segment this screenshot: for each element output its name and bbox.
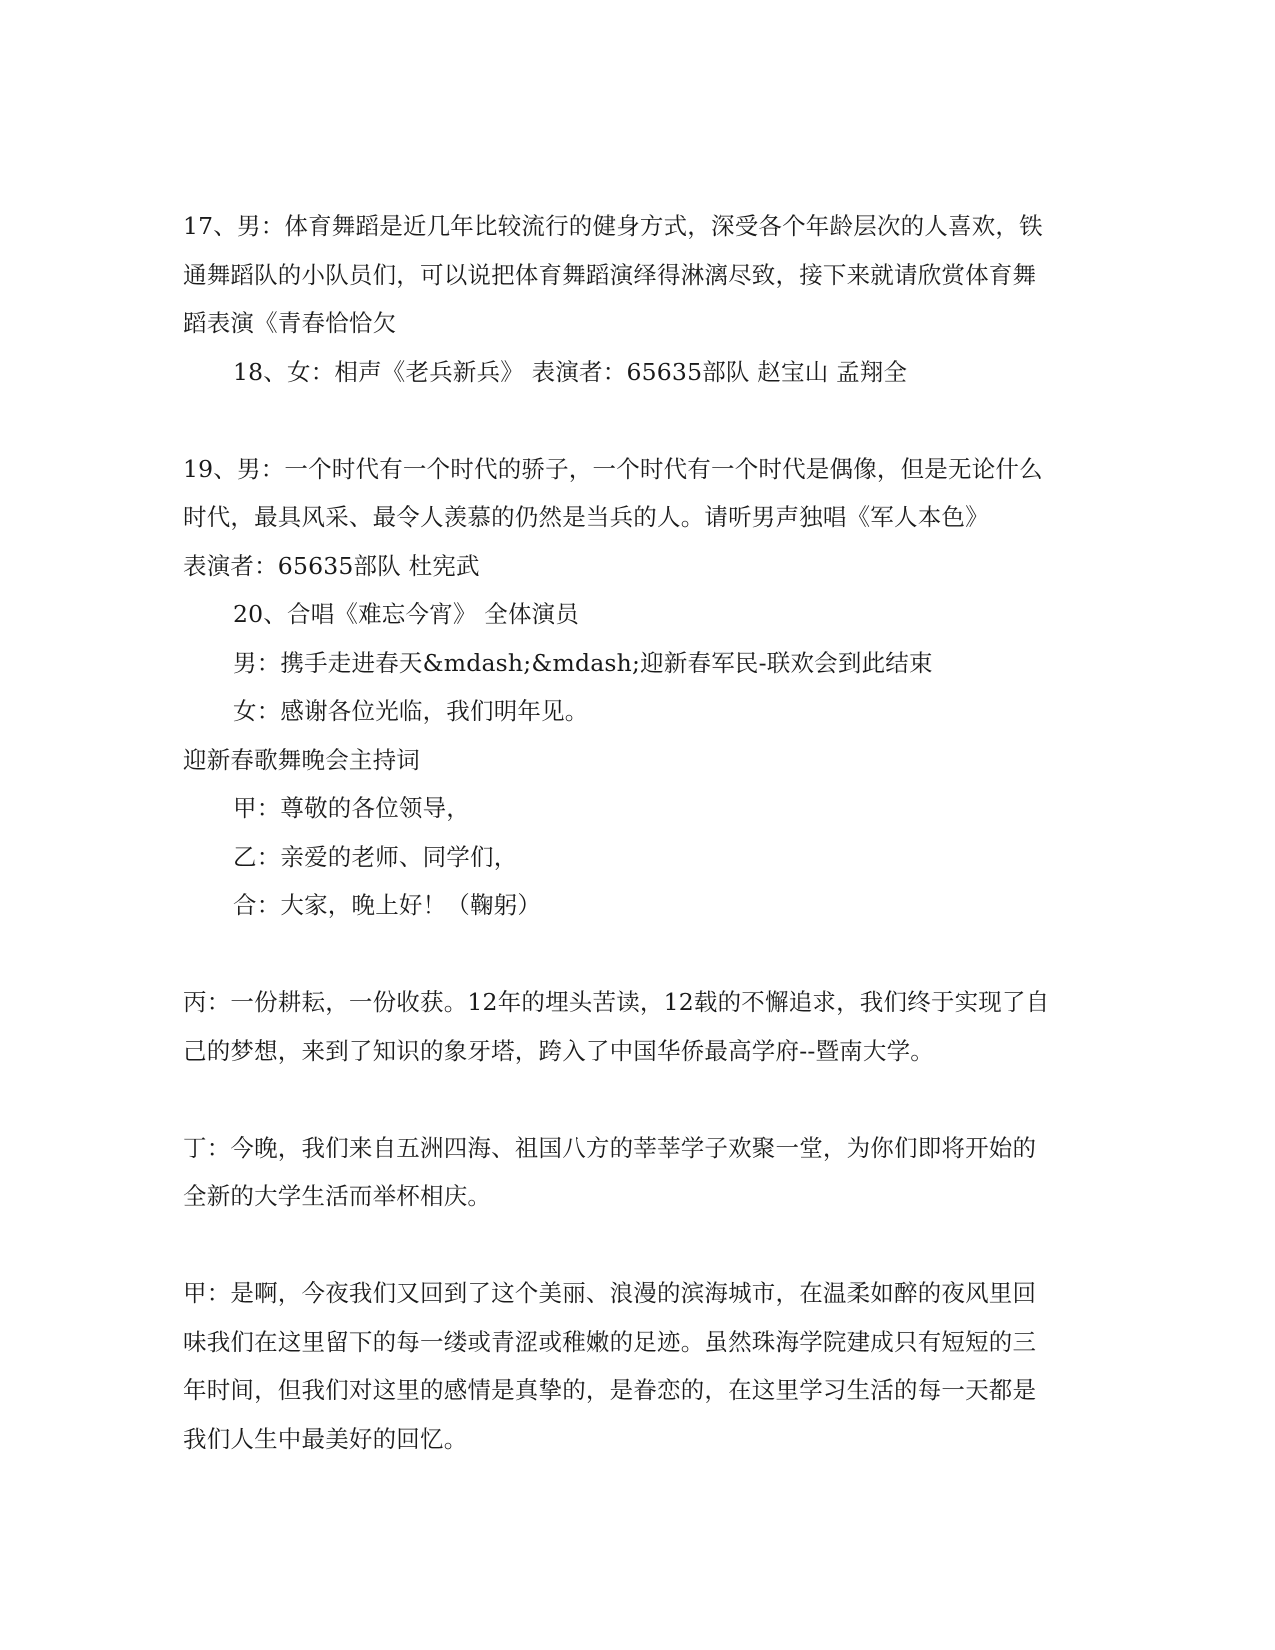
- blank-line: [183, 930, 1088, 979]
- blank-line: [183, 1075, 1088, 1124]
- text-line: 合：大家，晚上好！（鞠躬）: [233, 891, 542, 919]
- text-line: 全新的大学生活而举杯相庆。: [183, 1182, 492, 1210]
- paragraph-20: [183, 590, 1088, 736]
- text-line: 蹈表演《青春恰恰欠: [183, 309, 397, 337]
- text-line: 18、女：相声《老兵新兵》 表演者：65635部队 赵宝山 孟翔全: [233, 357, 908, 386]
- text-line: 丙：一份耕耘，一份收获。12年的埋头苦读，12载的不懈追求，我们终于实现了自: [183, 988, 1050, 1016]
- paragraph-bing: [183, 978, 1088, 1075]
- paragraph-18: [183, 348, 1088, 397]
- document-page: [183, 202, 1088, 1463]
- text-line: 17、男：体育舞蹈是近几年比较流行的健身方式，深受各个年龄层次的人喜欢，铁: [183, 212, 1043, 240]
- text-line: 通舞蹈队的小队员们，可以说把体育舞蹈演绎得淋漓尽致，接下来就请欣赏体育舞: [183, 260, 1037, 289]
- section-title: [183, 736, 1088, 785]
- text-line: 时代，最具风采、最令人羡慕的仍然是当兵的人。请听男声独唱《军人本色》: [183, 503, 989, 531]
- text-line: 男：携手走进春天&mdash;&mdash;迎新春军民-联欢会到此结束: [233, 648, 933, 677]
- paragraph-19: [183, 445, 1088, 591]
- heading-line: 迎新春歌舞晚会主持词: [183, 745, 420, 774]
- text-line: 乙：亲爱的老师、同学们，: [233, 842, 518, 871]
- greeting-block: [183, 784, 1088, 930]
- text-line: 年时间，但我们对这里的感情是真挚的，是眷恋的，在这里学习生活的每一天都是: [183, 1376, 1037, 1404]
- paragraph-jia: [183, 1269, 1088, 1463]
- text-line: 己的梦想，来到了知识的象牙塔，跨入了中国华侨最高学府--暨南大学。: [183, 1036, 934, 1065]
- text-line: 19、男：一个时代有一个时代的骄子，一个时代有一个时代是偶像，但是无论什么: [183, 454, 1043, 483]
- text-line: 甲：尊敬的各位领导，: [233, 794, 470, 822]
- text-line: 味我们在这里留下的每一缕或青涩或稚嫩的足迹。虽然珠海学院建成只有短短的三: [183, 1327, 1037, 1356]
- blank-line: [183, 396, 1088, 445]
- paragraph-17: [183, 202, 1088, 348]
- text-line: 我们人生中最美好的回忆。: [183, 1424, 468, 1453]
- text-line: 丁：今晚，我们来自五洲四海、祖国八方的莘莘学子欢聚一堂，为你们即将开始的: [183, 1133, 1037, 1162]
- text-line: 表演者：65635部队 杜宪武: [183, 551, 480, 580]
- text-line: 女：感谢各位光临，我们明年见。: [233, 697, 589, 725]
- text-line: 20、合唱《难忘今宵》 全体演员: [233, 600, 580, 628]
- blank-line: [183, 1221, 1088, 1270]
- paragraph-ding: [183, 1124, 1088, 1221]
- text-line: 甲：是啊，今夜我们又回到了这个美丽、浪漫的滨海城市，在温柔如醉的夜风里回: [183, 1279, 1037, 1307]
